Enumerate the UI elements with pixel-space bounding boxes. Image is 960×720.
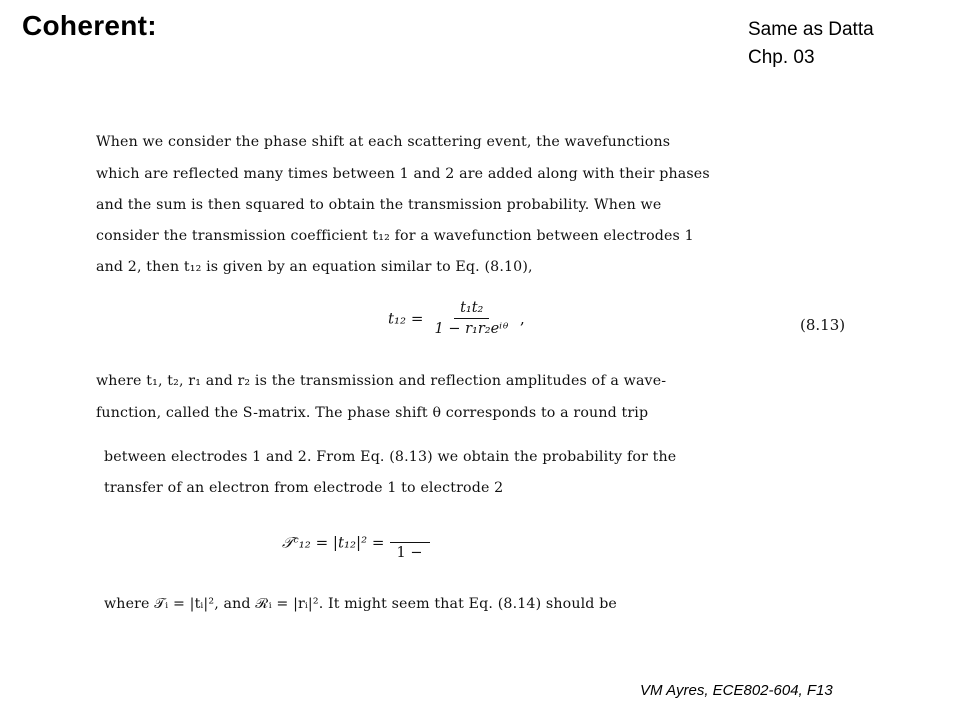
- text-line: transfer of an electron from electrode 1 to electrode 2: [104, 480, 504, 496]
- fraction-numerator: t₁t₂: [454, 300, 489, 319]
- reference-note: [748, 16, 874, 72]
- text-line: function, called the S-matrix. The phase shift θ corresponds to a round trip: [96, 405, 649, 421]
- equation-lhs: 𝒯ᶜ₁₂ = |t₁₂|² =: [282, 533, 385, 552]
- text-line: where 𝒯ᵢ = |tᵢ|², and ℛᵢ = |rᵢ|². It might seem that Eq. (8.14) should be: [104, 596, 617, 612]
- equation-8-14-partial: [282, 524, 430, 561]
- equation-lhs: t₁₂ =: [388, 309, 424, 328]
- reference-note-line-2: Chp. 03: [748, 47, 815, 68]
- fraction-denominator: 1 − r₁r₂eⁱᶿ: [434, 321, 509, 337]
- text-line: between electrodes 1 and 2. From Eq. (8.13) we obtain the probability for the: [104, 449, 677, 465]
- text-line: where t₁, t₂, r₁ and r₂ is the transmission and reflection amplitudes of a wave-: [96, 373, 667, 389]
- text-line: consider the transmission coefficient t₁₂ for a wavefunction between electrodes 1: [96, 228, 694, 244]
- footer-credit: VM Ayres, ECE802-604, F13: [640, 682, 833, 699]
- text-line: When we consider the phase shift at each scattering event, the wavefunctions: [96, 134, 671, 150]
- fraction: [390, 524, 430, 561]
- cropped-region: [458, 520, 758, 570]
- text-line: which are reflected many times between 1 and 2 are added along with their phases: [96, 166, 710, 182]
- equation-comma: ,: [520, 309, 525, 328]
- text-line: and the sum is then squared to obtain the transmission probability. When we: [96, 197, 662, 213]
- equation-8-13: [388, 300, 525, 337]
- fraction-denominator: 1 −: [396, 545, 423, 561]
- fraction: [428, 300, 514, 337]
- reference-note-line-1: Same as Datta: [748, 19, 874, 40]
- scanned-text-excerpt: [96, 122, 876, 622]
- equation-label: (8.13): [800, 316, 846, 334]
- fraction-numerator: [390, 524, 430, 543]
- slide-title: Coherent:: [22, 10, 157, 41]
- text-line: and 2, then t₁₂ is given by an equation similar to Eq. (8.10),: [96, 259, 533, 275]
